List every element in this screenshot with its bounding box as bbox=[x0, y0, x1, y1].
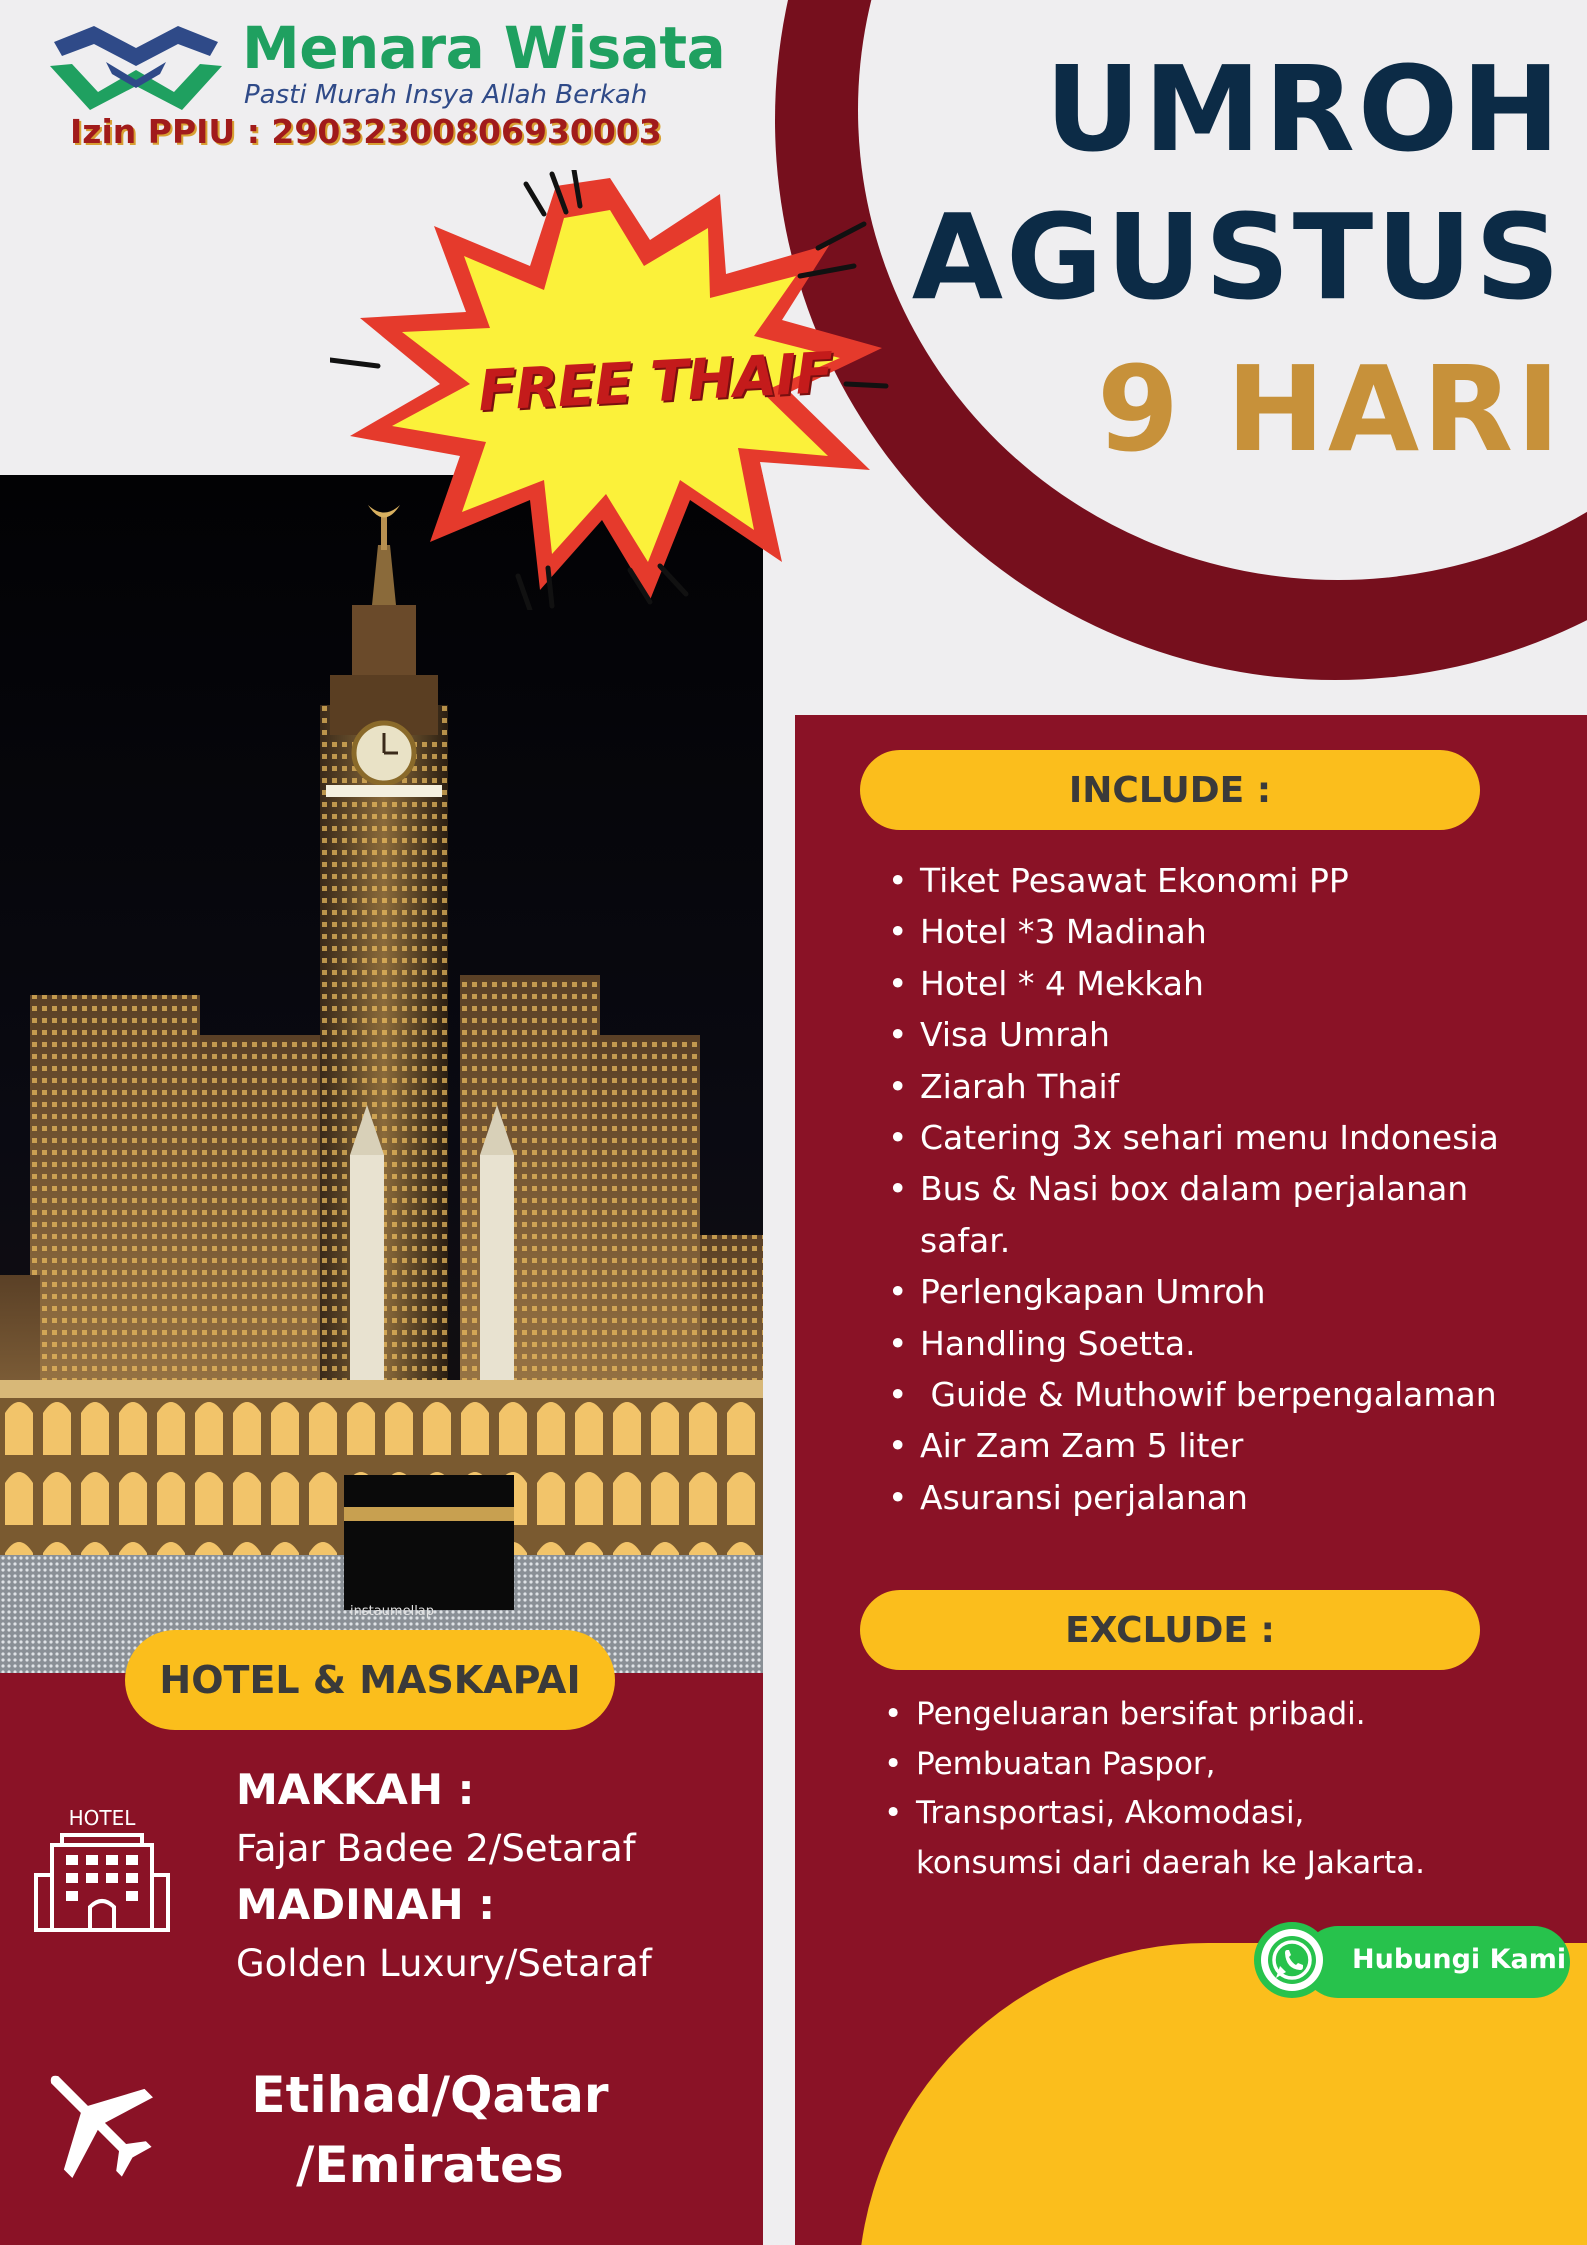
hotel-maskapai-heading: HOTEL & MASKAPAI bbox=[125, 1630, 615, 1730]
include-item: • Ziarah Thaif bbox=[888, 1061, 1499, 1112]
exclude-list bbox=[884, 1690, 1425, 1888]
exclude-heading: EXCLUDE : bbox=[860, 1590, 1480, 1670]
makkah-label: MAKKAH : bbox=[236, 1765, 475, 1814]
include-heading: INCLUDE : bbox=[860, 750, 1480, 830]
headline-month: AGUSTUS bbox=[911, 188, 1563, 326]
whatsapp-icon[interactable] bbox=[1252, 1920, 1332, 2000]
include-item: • Hotel * 4 Mekkah bbox=[888, 958, 1499, 1009]
logo-mark-icon bbox=[46, 22, 226, 114]
include-item: • Air Zam Zam 5 liter bbox=[888, 1420, 1499, 1471]
include-item-continuation: safar. bbox=[920, 1220, 1011, 1260]
airlines-line-2: /Emirates bbox=[296, 2136, 564, 2194]
include-item: • Hotel *3 Madinah bbox=[888, 906, 1499, 957]
madinah-hotel: Golden Luxury/Setaraf bbox=[236, 1942, 652, 1985]
exclude-item-continuation: konsumsi dari daerah ke Jakarta. bbox=[916, 1844, 1426, 1881]
include-item: • Tiket Pesawat Ekonomi PP bbox=[888, 855, 1499, 906]
brand-tagline: Pasti Murah Insya Allah Berkah bbox=[244, 80, 648, 110]
include-item: • Catering 3x sehari menu Indonesia bbox=[888, 1112, 1499, 1163]
airlines-line-1: Etihad/Qatar bbox=[251, 2066, 609, 2124]
hotel-icon bbox=[32, 1805, 172, 1935]
makkah-hotel: Fajar Badee 2/Setaraf bbox=[236, 1827, 636, 1870]
headline-umroh: UMROH bbox=[1044, 40, 1563, 178]
mecca-clock-tower-photo bbox=[0, 475, 763, 1673]
exclude-item: • Pembuatan Paspor, bbox=[884, 1740, 1425, 1790]
madinah-label: MADINAH : bbox=[236, 1880, 496, 1929]
hotel-icon-label: HOTEL bbox=[68, 1806, 136, 1830]
include-item: • Asuransi perjalanan bbox=[888, 1472, 1499, 1523]
airplane-icon bbox=[30, 2055, 160, 2185]
include-item: • Guide & Muthowif berpengalaman bbox=[888, 1369, 1499, 1420]
include-item: • Handling Soetta. bbox=[888, 1318, 1499, 1369]
contact-whatsapp-button[interactable] bbox=[1252, 1920, 1570, 2000]
airlines-text bbox=[210, 2060, 650, 2200]
free-thaif-badge: FREE THAIF bbox=[476, 340, 835, 425]
headline-duration: 9 HARI bbox=[1096, 340, 1563, 478]
include-item: • Bus & Nasi box dalam perjalanan bbox=[888, 1163, 1499, 1214]
exclude-item: • Pengeluaran bersifat pribadi. bbox=[884, 1690, 1425, 1740]
include-item: • Perlengkapan Umroh bbox=[888, 1266, 1499, 1317]
include-item: • Visa Umrah bbox=[888, 1009, 1499, 1060]
include-list bbox=[888, 855, 1499, 1523]
brand-name: Menara Wisata bbox=[242, 14, 726, 82]
exclude-item: • Transportasi, Akomodasi, bbox=[884, 1789, 1425, 1839]
contact-button-label[interactable]: Hubungi Kami bbox=[1352, 1944, 1567, 1975]
photo-watermark: instaumellap bbox=[350, 1604, 435, 1619]
license-number: Izin PPIU : 29032300806930003 bbox=[70, 112, 662, 151]
